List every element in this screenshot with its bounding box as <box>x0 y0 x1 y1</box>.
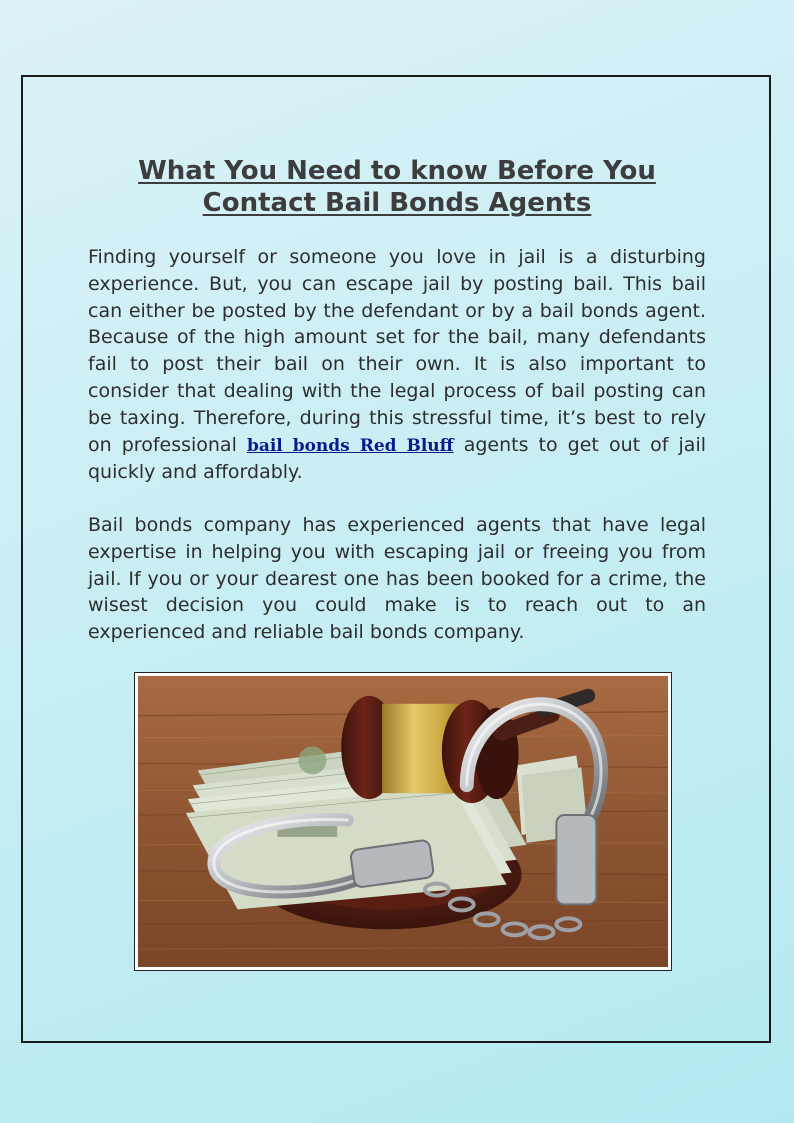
second-paragraph: Bail bonds company has experienced agents that have legal expertise in helping you with escaping jail or freeing you from jail. If you or your dearest one has been booked for a crime, the wisest decision you could make is to reach out to an experienced and reliable bail bonds company. <box>88 514 706 644</box>
intro-text-end: agents to get out of jail quickly and affordably. <box>88 433 706 484</box>
title-line-2: Contact Bail Bonds Agents <box>202 188 592 218</box>
bail-bonds-red-bluff-link[interactable]: bail bonds Red Bluff <box>246 435 454 456</box>
gavel-handcuffs-money-photo <box>134 672 672 971</box>
intro-text: Finding yourself or someone you love in jail is a disturbing experience. But, you can escape jail by posting bail. This bail can either be posted by the defendant or by a bail bonds agent. Because of the high amount set for the bail, many defendants fail to post their bail on their own. It is also important to consider that dealing with the legal process of bail posting can be taxing. Therefore, during this stressful time, it’s best to rely on professional <box>88 246 706 456</box>
title-line-1: What You Need to know Before You <box>138 156 656 186</box>
intro-paragraph <box>88 244 706 486</box>
page-title <box>88 155 706 219</box>
photo-illustration <box>138 676 668 967</box>
